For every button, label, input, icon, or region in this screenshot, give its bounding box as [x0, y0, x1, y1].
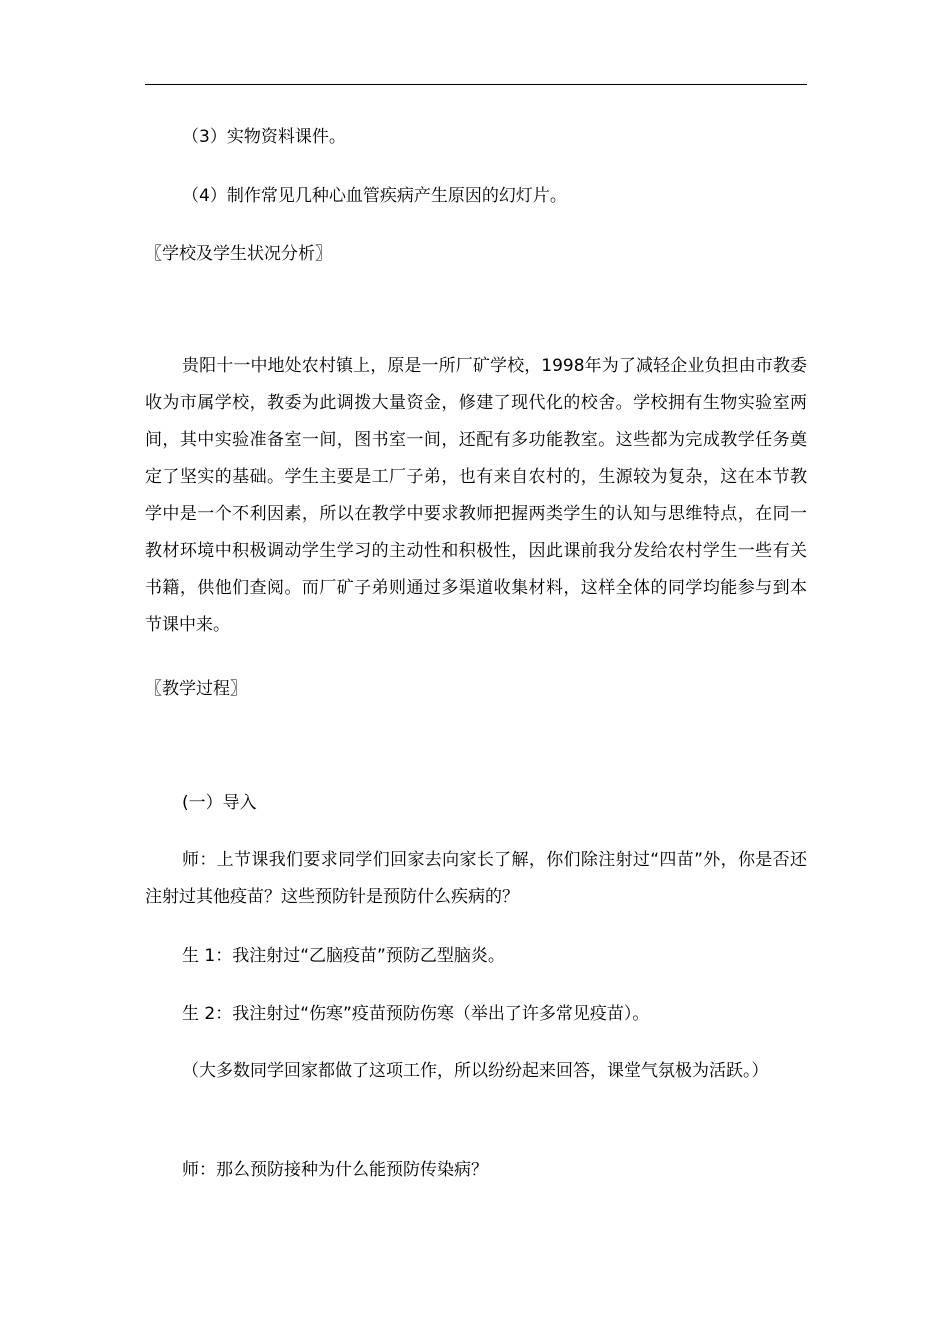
- classroom-note: （大多数同学回家都做了这项工作，所以纷纷起来回答，课堂气氛极为活跃。）: [182, 1061, 769, 1081]
- teacher-question-1: 师：上节课我们要求同学们回家去向家长了解，你们除注射过“四苗”外，你是否还注射过其他疫苗？这些预防针是预防什么疾病的？: [145, 850, 807, 907]
- document-page: [145, 0, 807, 1344]
- student-answer-2: 生 2：我注射过“伤寒”疫苗预防伤寒（举出了许多常见疫苗）。: [182, 1004, 650, 1024]
- list-item-3: （3）实物资料课件。: [182, 127, 346, 147]
- teacher-question-2: 师：那么预防接种为什么能预防传染病？: [182, 1160, 488, 1180]
- school-analysis-paragraph: 贵阳十一中地处农村镇上，原是一所厂矿学校，1998年为了减轻企业负担由市教委收为市属学校，教委为此调拨大量资金，修建了现代化的校舍。学校拥有生物实验室两间，其中实验准备室一间，图书室一间，还配有多功能教室。这些都为完成教学任务奠定了坚实的基础。学生主要是工厂子弟，也有来自农村的，生源较为复杂，这在本节教学中是一个不利因素，所以在教学中要求教师把握两类学生的认知与思维特点，在同一教材环境中积极调动学生学习的主动性和积极性，因此课前我分发给农村学生一些有关书籍，供他们查阅。而厂矿子弟则通过多渠道收集材料，这样全体的同学均能参与到本节课中来。: [145, 356, 807, 635]
- student-answer-1: 生 1：我注射过“乙脑疫苗”预防乙型脑炎。: [182, 946, 505, 966]
- list-item-4: （4）制作常见几种心血管疾病产生原因的幻灯片。: [182, 186, 567, 206]
- header-rule: [145, 84, 807, 85]
- subsection-heading-intro: (一）导入: [182, 793, 257, 813]
- section-heading-school: 〖学校及学生状况分析〗: [145, 244, 332, 264]
- section-heading-process: 〖教学过程〗: [145, 679, 247, 699]
